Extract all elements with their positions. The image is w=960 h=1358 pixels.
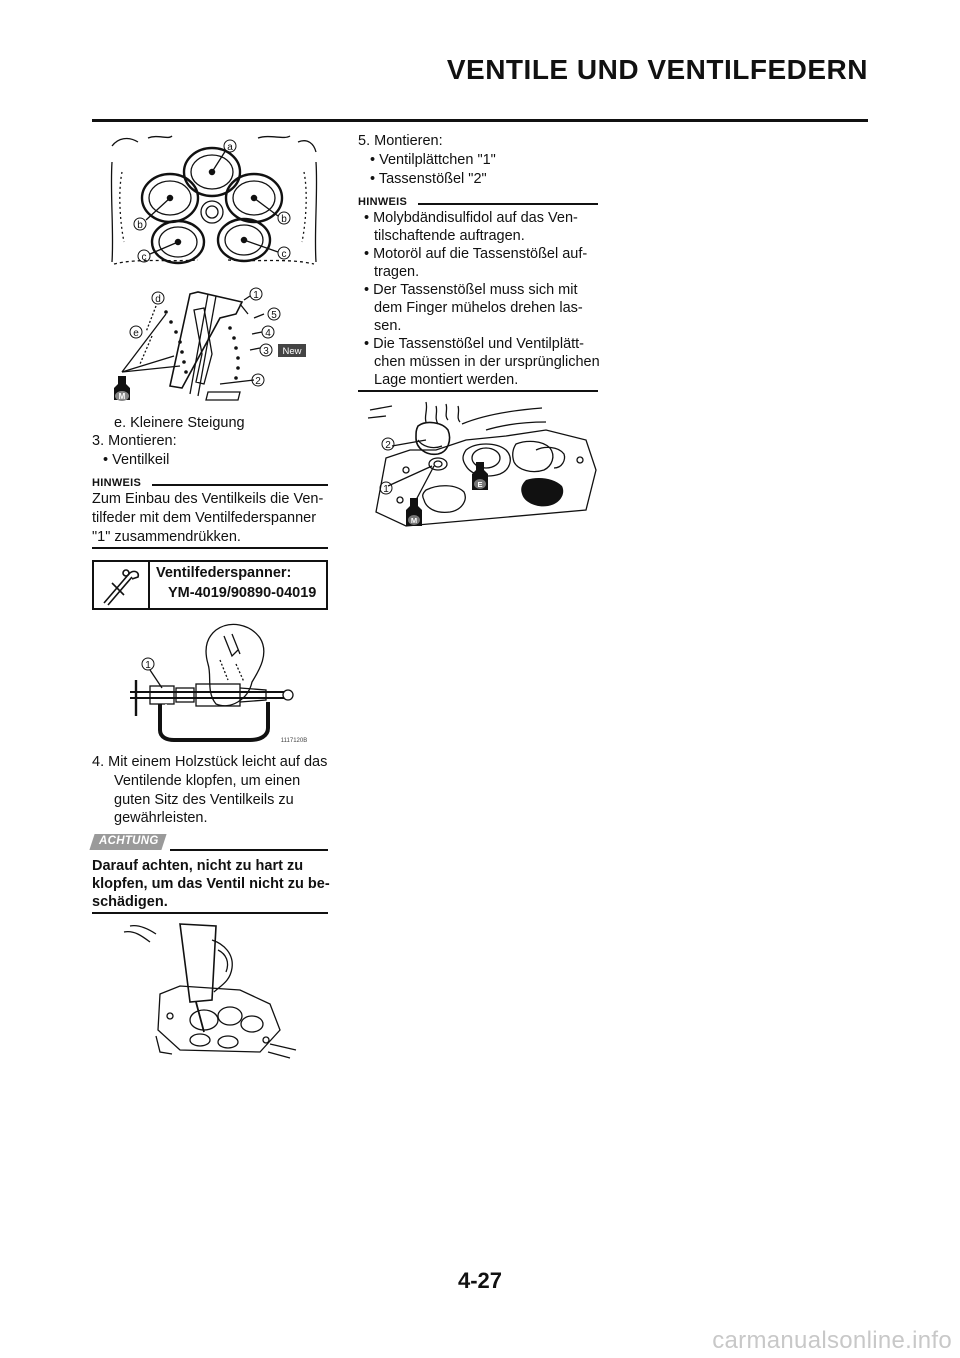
hinweis-end-rule-right bbox=[358, 390, 598, 392]
hinweis-right-line-6: dem Finger mühelos drehen las- bbox=[374, 300, 583, 316]
page-title: VENTILE UND VENTILFEDERN bbox=[446, 54, 868, 85]
figure-tapping-valve bbox=[120, 920, 300, 1060]
hinweis-right-line-2: tilschaftende auftragen. bbox=[374, 228, 525, 244]
label-1: 1 bbox=[253, 290, 259, 301]
tool-box-divider bbox=[148, 562, 150, 608]
hinweis-left-line-3: "1" zusammendrükken. bbox=[92, 529, 241, 545]
hinweis-right-line-8: • Die Tassenstößel und Ventilplätt- bbox=[364, 336, 585, 352]
figure-install-shims-lifters bbox=[366, 400, 598, 530]
hinweis-left-line-1: Zum Einbau des Ventilkeils die Ven- bbox=[92, 491, 324, 507]
achtung-label: ACHTUNG bbox=[99, 835, 159, 847]
figure-valve-spring-section bbox=[108, 284, 312, 408]
hinweis-right-line-3: • Motoröl auf die Tassenstößel auf- bbox=[364, 246, 588, 262]
hinweis-rule-left bbox=[152, 484, 328, 486]
step-4-line-2: Ventilende klopfen, um einen bbox=[114, 773, 301, 789]
step-4-line-4: gewährleisten. bbox=[114, 810, 208, 826]
oil-icon-label: E bbox=[477, 480, 483, 489]
achtung-end-rule bbox=[92, 912, 328, 914]
label-2: 2 bbox=[385, 440, 391, 451]
step-4-line-3: guten Sitz des Ventilkeils zu bbox=[114, 792, 294, 808]
label-5: 5 bbox=[271, 310, 277, 321]
hinweis-right-line-10: Lage montiert werden. bbox=[374, 372, 519, 388]
step-5-bullet-2: • Tassenstößel "2" bbox=[370, 171, 487, 187]
page-number: 4-27 bbox=[457, 1268, 503, 1293]
hinweis-right-line-1: • Molybdändisulfidol auf das Ven- bbox=[364, 210, 578, 226]
label-d: d bbox=[155, 294, 161, 305]
step-3-title: 3. Montieren: bbox=[92, 433, 177, 449]
figure-spring-compressor bbox=[120, 620, 324, 746]
hinweis-end-rule-left bbox=[92, 547, 328, 549]
label-4: 4 bbox=[265, 328, 271, 339]
hinweis-label-right: HINWEIS bbox=[358, 196, 408, 208]
label-2: 2 bbox=[255, 376, 261, 387]
label-1: 1 bbox=[383, 484, 389, 495]
tool-name: Ventilfederspanner: bbox=[156, 565, 292, 581]
hinweis-label-left: HINWEIS bbox=[92, 477, 142, 489]
new-badge: New bbox=[282, 346, 302, 357]
tool-code: YM-4019/90890-04019 bbox=[168, 585, 317, 601]
step-3-bullet: • Ventilkeil bbox=[103, 452, 170, 468]
label-a: a bbox=[227, 142, 233, 153]
hinweis-right-line-5: • Der Tassenstößel muss sich mit bbox=[364, 282, 578, 298]
label-b-left: b bbox=[137, 220, 143, 231]
hinweis-right-line-7: sen. bbox=[374, 318, 402, 334]
hinweis-left-line-2: tilfeder mit dem Ventilfederspanner bbox=[92, 510, 317, 526]
hinweis-right-line-9: chen müssen in der ursprünglichen bbox=[374, 354, 600, 370]
hinweis-right-line-4: tragen. bbox=[374, 264, 420, 280]
figure-code: 1117120B bbox=[280, 738, 308, 744]
achtung-line-1: Darauf achten, nicht zu hart zu bbox=[92, 858, 304, 874]
label-1: 1 bbox=[145, 660, 151, 671]
achtung-rule bbox=[170, 849, 328, 851]
item-e-text: e. Kleinere Steigung bbox=[114, 415, 245, 431]
achtung-line-3: schädigen. bbox=[92, 894, 168, 910]
step-4-line-1: 4. Mit einem Holzstück leicht auf das bbox=[92, 754, 328, 770]
special-tool-box bbox=[92, 560, 328, 610]
label-c-right: c bbox=[281, 249, 287, 260]
hinweis-rule-right bbox=[418, 203, 598, 205]
moly-icon-label: M bbox=[118, 392, 126, 401]
spring-compressor-tool-icon bbox=[98, 565, 144, 607]
label-b-right: b bbox=[281, 214, 287, 225]
achtung-line-2: klopfen, um das Ventil nicht zu be- bbox=[92, 876, 330, 892]
label-e: e bbox=[133, 328, 139, 339]
header-rule bbox=[92, 119, 868, 122]
label-c-left: c bbox=[141, 252, 147, 263]
label-3: 3 bbox=[263, 346, 269, 357]
moly-icon-label: M bbox=[410, 516, 418, 525]
watermark: carmanualsonline.info bbox=[712, 1327, 952, 1354]
figure-cylinder-head-valves bbox=[108, 132, 320, 268]
step-5-title: 5. Montieren: bbox=[358, 133, 443, 149]
step-5-bullet-1: • Ventilplättchen "1" bbox=[370, 152, 496, 168]
